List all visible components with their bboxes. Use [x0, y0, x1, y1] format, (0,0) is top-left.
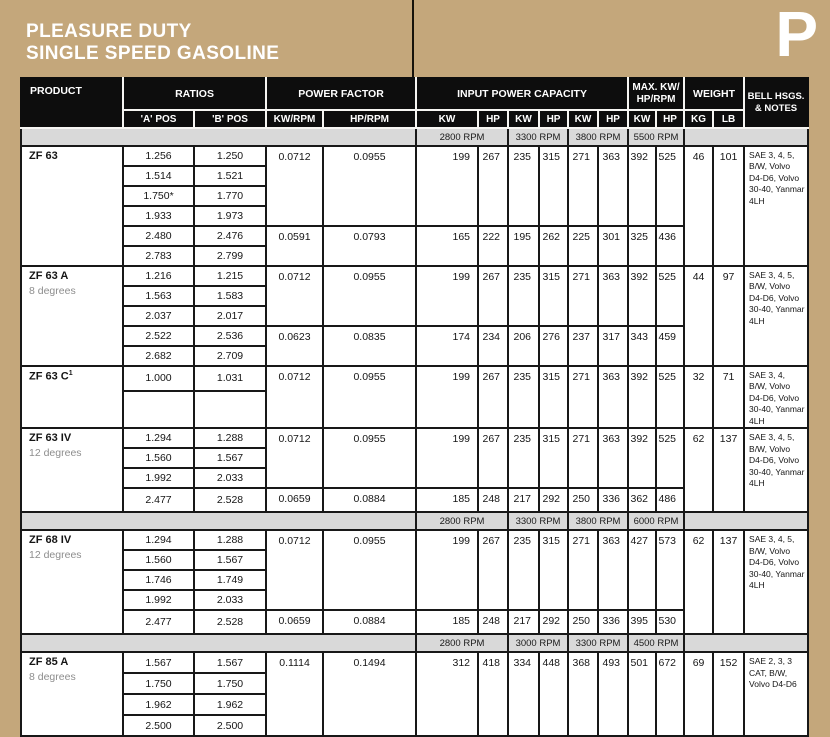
header-product: PRODUCT: [21, 78, 123, 128]
power-value: 206: [508, 326, 539, 366]
bell-housings-notes: SAE 3, 4, 5, B/W, Volvo D4-D6, Volvo 30-40, Yanmar 4LH: [744, 428, 808, 512]
rpm-band-spacer: [21, 128, 416, 146]
power-value: 292: [539, 488, 568, 512]
header-hp-rpm: HP/RPM: [323, 110, 416, 128]
ratio-empty: [123, 391, 194, 428]
ratio-a-pos: 1.294: [123, 530, 194, 550]
weight-lb: 101: [713, 146, 744, 266]
product-angle: 12 degrees: [29, 447, 82, 460]
header-hp: HP: [478, 110, 508, 128]
power-value: 165: [416, 226, 478, 266]
rpm-band-label: 2800 RPM: [416, 128, 508, 146]
power-value: 530: [656, 610, 684, 634]
rpm-band-label: 5500 RPM: [628, 128, 684, 146]
rpm-band-label: 4500 RPM: [628, 634, 684, 652]
power-value: 267: [478, 428, 508, 488]
power-value: 199: [416, 366, 478, 428]
power-value: 276: [539, 326, 568, 366]
power-factor-hp-rpm: 0.0793: [323, 226, 416, 266]
ratio-a-pos: 1.992: [123, 590, 194, 610]
ratio-a-pos: 1.000: [123, 366, 194, 391]
power-value: 292: [539, 610, 568, 634]
ratio-a-pos: 1.563: [123, 286, 194, 306]
power-value: 363: [598, 266, 628, 326]
header-ratios: RATIOS: [123, 78, 266, 110]
ratio-b-pos: 1.567: [194, 448, 266, 468]
power-value: 525: [656, 428, 684, 488]
ratio-a-pos: 2.500: [123, 715, 194, 736]
power-factor-hp-rpm: 0.0835: [323, 326, 416, 366]
power-value: 392: [628, 146, 656, 226]
ratio-b-pos: 2.500: [194, 715, 266, 736]
ratio-b-pos: 2.709: [194, 346, 266, 366]
product-angle: 8 degrees: [29, 285, 76, 297]
power-value: 199: [416, 530, 478, 610]
header-input-power-capacity: INPUT POWER CAPACITY: [416, 78, 628, 110]
power-value: 336: [598, 488, 628, 512]
product-cell: [21, 428, 123, 512]
product-cell: [21, 530, 123, 634]
product-cell: [21, 366, 123, 428]
header-kw: KW: [568, 110, 598, 128]
power-value: 493: [598, 652, 628, 736]
power-value: 235: [508, 366, 539, 428]
power-value: 418: [478, 652, 508, 736]
product-cell: [21, 146, 123, 266]
power-value: 392: [628, 428, 656, 488]
ratio-b-pos: 2.033: [194, 468, 266, 488]
product-block-row: [21, 530, 808, 550]
power-value: 271: [568, 366, 598, 428]
rpm-band-label: 3800 RPM: [568, 128, 628, 146]
power-factor-kw-rpm: 0.0712: [266, 530, 323, 610]
product-name: ZF 63 IV: [29, 432, 72, 445]
weight-kg: 62: [684, 428, 713, 512]
product-footnote-marker: 1: [68, 370, 73, 377]
header-max-kw: KW: [628, 110, 656, 128]
ratio-a-pos: 1.750*: [123, 186, 194, 206]
product-name: ZF 85 A: [29, 656, 69, 669]
ratio-a-pos: 1.567: [123, 652, 194, 673]
ratio-a-pos: 1.933: [123, 206, 194, 226]
power-value: 225: [568, 226, 598, 266]
power-value: 248: [478, 610, 508, 634]
rpm-band-label: 3000 RPM: [508, 634, 568, 652]
power-value: 672: [656, 652, 684, 736]
ratio-b-pos: 1.749: [194, 570, 266, 590]
power-value: 234: [478, 326, 508, 366]
power-value: 267: [478, 366, 508, 428]
bell-housings-notes: SAE 2, 3, 3 CAT, B/W, Volvo D4-D6: [744, 652, 808, 736]
power-value: 315: [539, 366, 568, 428]
product-name: ZF 68 IV: [29, 534, 72, 547]
header-lb: LB: [713, 110, 744, 128]
weight-kg: 32: [684, 366, 713, 428]
ratio-b-pos: 1.583: [194, 286, 266, 306]
power-value: 271: [568, 530, 598, 610]
power-value: 343: [628, 326, 656, 366]
product-angle: 12 degrees: [29, 549, 82, 562]
power-factor-kw-rpm: 0.0659: [266, 610, 323, 634]
power-factor-kw-rpm: 0.0712: [266, 266, 323, 326]
power-value: 315: [539, 428, 568, 488]
power-factor-hp-rpm: 0.0955: [323, 530, 416, 610]
power-value: 336: [598, 610, 628, 634]
ratio-a-pos: 2.037: [123, 306, 194, 326]
power-factor-kw-rpm: 0.0659: [266, 488, 323, 512]
power-value: 267: [478, 530, 508, 610]
ratio-a-pos: 2.477: [123, 610, 194, 634]
header-bell-housings-notes: BELL HSGS. & NOTES: [744, 78, 808, 128]
rpm-band-label: 6000 RPM: [628, 512, 684, 530]
product-angle: 8 degrees: [29, 671, 76, 684]
rpm-band-row: [21, 634, 808, 652]
ratio-a-pos: 1.514: [123, 166, 194, 186]
rpm-band-spacer: [684, 512, 808, 530]
product-name: ZF 63 $C^1$: [29, 370, 73, 383]
power-value: 185: [416, 610, 478, 634]
ratio-a-pos: 1.256: [123, 146, 194, 166]
weight-kg: 62: [684, 530, 713, 634]
ratio-a-pos: 1.750: [123, 673, 194, 694]
power-value: 271: [568, 266, 598, 326]
product-cell: [21, 652, 123, 736]
ratio-b-pos: 1.031: [194, 366, 266, 391]
page-title: [26, 21, 279, 65]
rpm-band-label: 3300 RPM: [508, 128, 568, 146]
rpm-band-label: 2800 RPM: [416, 634, 508, 652]
power-value: 315: [539, 146, 568, 226]
power-value: 235: [508, 530, 539, 610]
power-factor-kw-rpm: 0.0623: [266, 326, 323, 366]
header-power-factor: POWER FACTOR: [266, 78, 416, 110]
product-name: ZF 63 A: [29, 270, 69, 282]
weight-kg: 46: [684, 146, 713, 266]
power-value: 312: [416, 652, 478, 736]
power-value: 315: [539, 266, 568, 326]
power-value: 392: [628, 366, 656, 428]
bell-housings-notes: SAE 3, 4, 5, B/W, Volvo D4-D6, Volvo 30-40, Yanmar 4LH: [744, 146, 808, 266]
power-value: 199: [416, 428, 478, 488]
power-value: 195: [508, 226, 539, 266]
power-value: 525: [656, 366, 684, 428]
power-value: 250: [568, 610, 598, 634]
power-value: 235: [508, 146, 539, 226]
header-b-pos: 'B' POS: [194, 110, 266, 128]
power-value: 501: [628, 652, 656, 736]
power-factor-kw-rpm: 0.0591: [266, 226, 323, 266]
weight-lb: 97: [713, 266, 744, 366]
power-value: 368: [568, 652, 598, 736]
power-factor-hp-rpm: 0.1494: [323, 652, 416, 736]
power-factor-hp-rpm: 0.0955: [323, 266, 416, 326]
spec-table: [20, 77, 809, 737]
ratio-b-pos: 1.215: [194, 266, 266, 286]
rpm-band-label: 3800 RPM: [568, 512, 628, 530]
weight-lb: 137: [713, 428, 744, 512]
rpm-band-spacer: [21, 512, 416, 530]
power-value: 334: [508, 652, 539, 736]
power-value: 486: [656, 488, 684, 512]
ratio-b-pos: 2.528: [194, 488, 266, 512]
header-weight: WEIGHT: [684, 78, 744, 110]
header-kw-rpm: KW/RPM: [266, 110, 323, 128]
ratio-b-pos: 1.288: [194, 428, 266, 448]
rpm-band-label: 3300 RPM: [568, 634, 628, 652]
power-value: 271: [568, 428, 598, 488]
power-factor-hp-rpm: 0.0955: [323, 146, 416, 226]
power-value: 436: [656, 226, 684, 266]
header-kg: KG: [684, 110, 713, 128]
power-value: 317: [598, 326, 628, 366]
power-value: 235: [508, 266, 539, 326]
header-max-hp: HP: [656, 110, 684, 128]
ratio-a-pos: 1.992: [123, 468, 194, 488]
power-value: 185: [416, 488, 478, 512]
ratio-a-pos: 1.216: [123, 266, 194, 286]
product-cell: [21, 266, 123, 366]
ratio-b-pos: 1.770: [194, 186, 266, 206]
power-value: 459: [656, 326, 684, 366]
power-value: 237: [568, 326, 598, 366]
header-divider-line: [412, 0, 414, 78]
ratio-b-pos: 1.567: [194, 652, 266, 673]
product-name: ZF 63: [29, 150, 58, 162]
header-hp: HP: [539, 110, 568, 128]
rpm-band-row: [21, 128, 808, 146]
ratio-b-pos: 2.536: [194, 326, 266, 346]
rpm-band-row: [21, 512, 808, 530]
power-factor-hp-rpm: 0.0884: [323, 610, 416, 634]
ratio-b-pos: 1.973: [194, 206, 266, 226]
power-value: 525: [656, 146, 684, 226]
header-a-pos: 'A' POS: [123, 110, 194, 128]
power-value: 248: [478, 488, 508, 512]
rpm-band-label: 3300 RPM: [508, 512, 568, 530]
power-value: 362: [628, 488, 656, 512]
weight-kg: 69: [684, 652, 713, 736]
rpm-band-spacer: [684, 634, 808, 652]
ratio-b-pos: 1.962: [194, 694, 266, 715]
power-factor-hp-rpm: 0.0884: [323, 488, 416, 512]
rpm-band-spacer: [684, 128, 808, 146]
product-block-row: [21, 266, 808, 286]
rpm-band-spacer: [21, 634, 416, 652]
product-block-row: [21, 652, 808, 673]
power-factor-hp-rpm: 0.0955: [323, 428, 416, 488]
bell-housings-notes: SAE 3, 4, B/W, Volvo D4-D6, Volvo 30-40, Yanmar 4LH: [744, 366, 808, 428]
power-factor-kw-rpm: 0.1114: [266, 652, 323, 736]
bell-housings-notes: SAE 3, 4, 5, B/W, Volvo D4-D6, Volvo 30-40, Yanmar 4LH: [744, 530, 808, 634]
power-value: 222: [478, 226, 508, 266]
power-factor-kw-rpm: 0.0712: [266, 366, 323, 428]
table-header: [21, 78, 808, 128]
ratio-b-pos: 2.528: [194, 610, 266, 634]
ratio-a-pos: 1.560: [123, 448, 194, 468]
power-value: 363: [598, 366, 628, 428]
power-value: 427: [628, 530, 656, 610]
power-factor-hp-rpm: 0.0955: [323, 366, 416, 428]
weight-lb: 137: [713, 530, 744, 634]
ratio-a-pos: 1.746: [123, 570, 194, 590]
bell-housings-notes: SAE 3, 4, 5, B/W, Volvo D4-D6, Volvo 30-40, Yanmar 4LH: [744, 266, 808, 366]
power-value: 199: [416, 146, 478, 226]
ratio-empty: [194, 391, 266, 428]
ratio-a-pos: 2.477: [123, 488, 194, 512]
power-value: 217: [508, 488, 539, 512]
power-value: 271: [568, 146, 598, 226]
ratio-b-pos: 1.288: [194, 530, 266, 550]
power-value: 199: [416, 266, 478, 326]
header-max-kw-hp-rpm: MAX. KW/ HP/RPM: [628, 78, 684, 110]
ratio-a-pos: 2.522: [123, 326, 194, 346]
ratio-b-pos: 2.033: [194, 590, 266, 610]
power-value: 174: [416, 326, 478, 366]
power-value: 392: [628, 266, 656, 326]
power-value: 217: [508, 610, 539, 634]
header-hp: HP: [598, 110, 628, 128]
ratio-a-pos: 1.560: [123, 550, 194, 570]
ratio-b-pos: 1.250: [194, 146, 266, 166]
product-block-row: [21, 146, 808, 166]
page-title-line2: SINGLE SPEED GASOLINE: [26, 43, 280, 64]
ratio-a-pos: 2.682: [123, 346, 194, 366]
rpm-band-label: 2800 RPM: [416, 512, 508, 530]
power-value: 262: [539, 226, 568, 266]
power-value: 525: [656, 266, 684, 326]
power-value: 573: [656, 530, 684, 610]
power-value: 325: [628, 226, 656, 266]
power-factor-kw-rpm: 0.0712: [266, 428, 323, 488]
header-kw: KW: [416, 110, 478, 128]
ratio-b-pos: 2.017: [194, 306, 266, 326]
power-value: 301: [598, 226, 628, 266]
power-value: 448: [539, 652, 568, 736]
product-block-row: [21, 366, 808, 391]
ratio-b-pos: 1.750: [194, 673, 266, 694]
product-block-row: [21, 428, 808, 448]
power-value: 363: [598, 530, 628, 610]
table-body: [21, 128, 808, 736]
ratio-a-pos: 1.294: [123, 428, 194, 448]
weight-kg: 44: [684, 266, 713, 366]
ratio-a-pos: 2.480: [123, 226, 194, 246]
header-kw: KW: [508, 110, 539, 128]
ratio-a-pos: 1.962: [123, 694, 194, 715]
ratio-b-pos: 1.567: [194, 550, 266, 570]
power-value: 235: [508, 428, 539, 488]
weight-lb: 152: [713, 652, 744, 736]
power-value: 315: [539, 530, 568, 610]
ratio-b-pos: 2.476: [194, 226, 266, 246]
power-value: 267: [478, 146, 508, 226]
ratio-a-pos: 2.783: [123, 246, 194, 266]
page-title-line1: PLEASURE DUTY: [26, 21, 192, 42]
power-factor-kw-rpm: 0.0712: [266, 146, 323, 226]
section-letter: P: [775, 0, 818, 70]
power-value: 250: [568, 488, 598, 512]
power-value: 363: [598, 428, 628, 488]
power-value: 395: [628, 610, 656, 634]
power-value: 267: [478, 266, 508, 326]
weight-lb: 71: [713, 366, 744, 428]
power-value: 363: [598, 146, 628, 226]
ratio-b-pos: 2.799: [194, 246, 266, 266]
ratio-b-pos: 1.521: [194, 166, 266, 186]
